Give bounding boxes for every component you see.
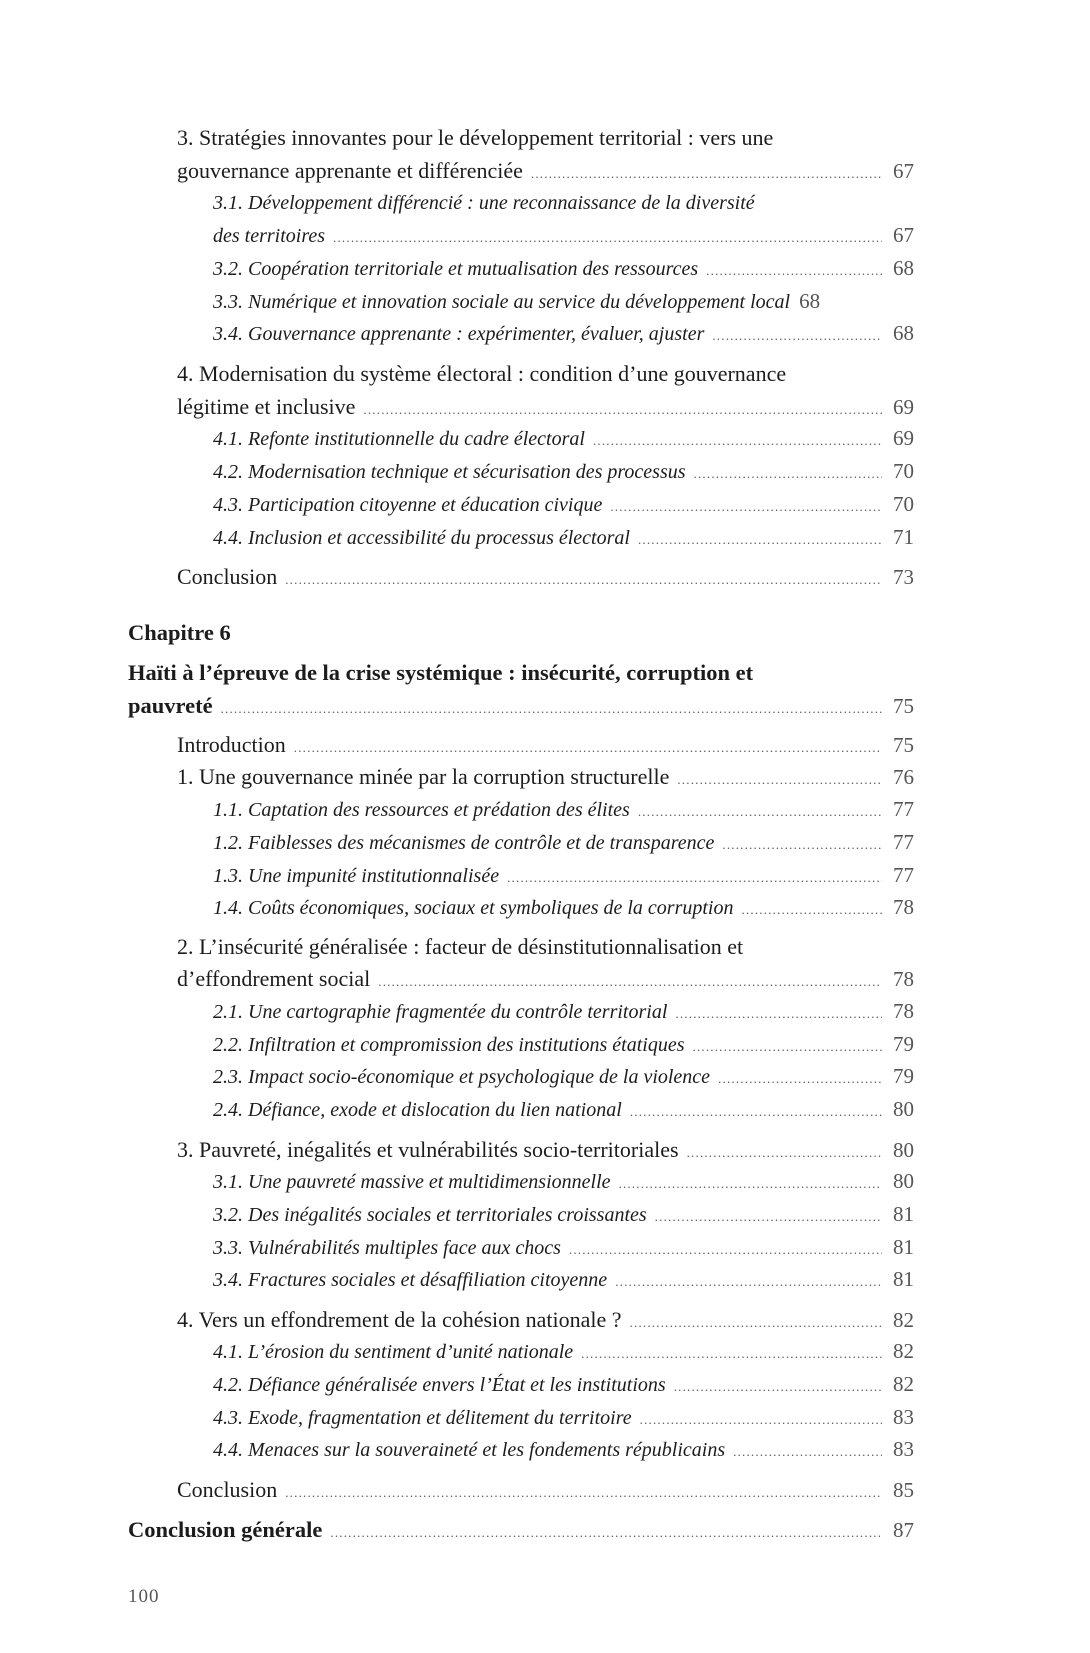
toc-entry-ch6-3-2[interactable] xyxy=(213,1198,914,1233)
toc-entry-label: 4.4. Inclusion et accessibilité du processus électoral xyxy=(213,527,630,549)
leader-dots xyxy=(330,1516,882,1549)
toc-page-number: 70 xyxy=(893,459,914,483)
chapter-title-line1[interactable]: Haïti à l’épreuve de la crise systémique : insécurité, corruption et xyxy=(128,660,754,685)
toc-entry-section-3[interactable] xyxy=(177,154,914,190)
toc-entry-general-conclusion[interactable] xyxy=(128,1513,914,1549)
toc-entry-label: 1. Une gouvernance minée par la corruption structurelle xyxy=(177,764,670,789)
toc-entry-label: 3.4. Gouvernance apprenante : expérimenter, évaluer, ajuster xyxy=(213,323,705,345)
toc-entry-ch6-2-2[interactable] xyxy=(213,1028,914,1063)
leader-dots xyxy=(630,1095,882,1128)
toc-page-number: 71 xyxy=(893,525,914,549)
page-folio-number: 100 xyxy=(128,1586,160,1607)
leader-dots xyxy=(712,319,882,352)
toc-entry-label: 2.4. Défiance, exode et dislocation du lien national xyxy=(213,1099,622,1121)
leader-dots xyxy=(333,221,882,254)
leader-dots xyxy=(638,795,882,828)
toc-entry-label: 3.4. Fractures sociales et désaffiliation citoyenne xyxy=(213,1269,608,1291)
toc-entry-ch6-1-4[interactable] xyxy=(213,891,914,926)
toc-entry-label: 4.2. Modernisation technique et sécurisation des processus xyxy=(213,461,686,483)
toc-entry-ch6-3-3[interactable] xyxy=(213,1231,914,1266)
toc-entry-label: 4.2. Défiance généralisée envers l’État et les institutions xyxy=(213,1374,666,1396)
toc-entry-section-4[interactable] xyxy=(177,390,914,426)
toc-entry-chapter6-conclusion[interactable] xyxy=(177,1473,914,1509)
toc-entry-4-3[interactable] xyxy=(213,488,914,523)
toc-entry-label: 3.2. Coopération territoriale et mutualisation des ressources xyxy=(213,258,699,280)
toc-page-number: 69 xyxy=(893,395,914,419)
toc-entry-label: Conclusion générale xyxy=(128,1517,323,1542)
leader-dots xyxy=(378,965,882,998)
toc-entry-ch6-4-4[interactable] xyxy=(213,1433,914,1468)
toc-entry-label: 1.3. Une impunité institutionnalisée xyxy=(213,865,500,887)
toc-entry-label: 3. Pauvreté, inégalités et vulnérabilités socio-territoriales xyxy=(177,1137,679,1162)
toc-page-number: 87 xyxy=(893,1518,914,1542)
toc-page-number: 78 xyxy=(893,967,914,991)
leader-dots xyxy=(677,763,882,796)
toc-entry-label: 4.3. Participation citoyenne et éducation civique xyxy=(213,494,603,516)
leader-dots xyxy=(706,254,882,287)
toc-entry-4-2[interactable] xyxy=(213,455,914,490)
toc-page-number: 76 xyxy=(893,765,914,789)
toc-page-number: 77 xyxy=(893,863,914,887)
toc-entry-ch6-section-3[interactable] xyxy=(177,1133,914,1169)
toc-entry-label: gouvernance apprenante et différenciée xyxy=(177,158,523,183)
toc-entry-ch6-4-3[interactable] xyxy=(213,1401,914,1436)
leader-dots xyxy=(615,1265,882,1298)
toc-page-number: 81 xyxy=(893,1235,914,1259)
toc-entry-label: 1.1. Captation des ressources et prédation des élites xyxy=(213,799,630,821)
leader-dots xyxy=(507,861,882,894)
toc-entry-label: 4.1. Refonte institutionnelle du cadre électoral xyxy=(213,428,585,450)
leader-dots xyxy=(694,457,882,490)
toc-entry-3-1[interactable] xyxy=(213,219,914,254)
toc-entry-label: Conclusion xyxy=(177,1477,278,1502)
toc-entry-label: 4.4. Menaces sur la souveraineté et les fondements républicains xyxy=(213,1439,726,1461)
toc-entry-3-4[interactable] xyxy=(213,317,914,352)
leader-dots xyxy=(733,1435,882,1468)
toc-entry-ch6-1-1[interactable] xyxy=(213,793,914,828)
toc-page-number: 78 xyxy=(893,895,914,919)
toc-entry-label: 2.2. Infiltration et compromission des institutions étatiques xyxy=(213,1034,685,1056)
toc-entry-ch6-section-1[interactable] xyxy=(177,760,914,796)
toc-entry-label: légitime et inclusive xyxy=(177,394,356,419)
toc-entry-chapter5-conclusion[interactable] xyxy=(177,560,914,596)
toc-entry-label: 3.1. Une pauvreté massive et multidimensionnelle xyxy=(213,1171,611,1193)
toc-page-number: 70 xyxy=(893,492,914,516)
toc-entry-label: 1.4. Coûts économiques, sociaux et symboliques de la corruption xyxy=(213,897,734,919)
leader-dots xyxy=(655,1200,882,1233)
toc-page-number: 82 xyxy=(893,1308,914,1332)
leader-dots xyxy=(581,1337,882,1370)
toc-entry-ch6-section-4[interactable] xyxy=(177,1303,914,1339)
chapter-heading: Chapitre 6 xyxy=(128,620,231,645)
leader-dots xyxy=(675,997,882,1030)
leader-dots xyxy=(619,1167,883,1200)
toc-entry-label: Conclusion xyxy=(177,564,278,589)
toc-entry-label: d’effondrement social xyxy=(177,966,371,991)
leader-dots xyxy=(638,523,882,556)
toc-page-number: 75 xyxy=(893,694,914,718)
leader-dots xyxy=(221,692,882,725)
leader-dots xyxy=(718,1062,882,1095)
toc-page-number: 77 xyxy=(893,830,914,854)
toc-page-number: 73 xyxy=(893,565,914,589)
toc-entry-section-3-line1[interactable]: 3. Stratégies innovantes pour le développement territorial : vers une xyxy=(177,125,774,150)
toc-entry-label: 4.1. L’érosion du sentiment d’unité nationale xyxy=(213,1341,574,1363)
toc-entry-ch6-4-1[interactable] xyxy=(213,1335,914,1370)
toc-entry-3-3[interactable] xyxy=(213,285,914,319)
toc-entry-label: 4.3. Exode, fragmentation et délitement du territoire xyxy=(213,1407,632,1429)
toc-page-number: 75 xyxy=(893,733,914,757)
toc-entry-ch6-1-3[interactable] xyxy=(213,859,914,894)
toc-page-number: 82 xyxy=(893,1339,914,1363)
toc-entry-label: des territoires xyxy=(213,225,326,247)
leader-dots xyxy=(674,1370,882,1403)
toc-entry-label: 3.2. Des inégalités sociales et territoriales croissantes xyxy=(213,1204,647,1226)
leader-dots xyxy=(610,490,882,523)
toc-page-number: 85 xyxy=(893,1478,914,1502)
toc-page-number: 68 xyxy=(799,289,821,313)
toc-page-number: 77 xyxy=(893,797,914,821)
toc-entry-ch6-2-1[interactable] xyxy=(213,995,914,1030)
toc-page-number: 67 xyxy=(893,223,914,247)
toc-page-number: 83 xyxy=(893,1437,914,1461)
toc-page-number: 81 xyxy=(893,1267,914,1291)
leader-dots xyxy=(569,1233,882,1266)
toc-entry-label: 1.2. Faiblesses des mécanismes de contrôle et de transparence xyxy=(213,832,715,854)
toc-entry-ch6-3-1[interactable] xyxy=(213,1165,914,1200)
toc-entry-ch6-section-2[interactable] xyxy=(177,962,914,998)
toc-entry-label: pauvreté xyxy=(128,693,213,718)
toc-entry-ch6-1-2[interactable] xyxy=(213,826,914,861)
toc-page-number: 68 xyxy=(893,256,914,280)
toc-entry-ch6-2-3[interactable] xyxy=(213,1060,914,1095)
toc-page-number: 79 xyxy=(893,1032,914,1056)
toc-entry-ch6-2-4[interactable] xyxy=(213,1093,914,1128)
toc-page-number: 69 xyxy=(893,426,914,450)
toc-entry-label: Introduction xyxy=(177,732,286,757)
toc-page-number: 80 xyxy=(893,1097,914,1121)
leader-dots xyxy=(593,424,882,457)
leader-dots xyxy=(640,1403,882,1436)
leader-dots xyxy=(285,563,882,596)
toc-entry-4-4[interactable] xyxy=(213,521,914,556)
toc-page-number: 80 xyxy=(893,1138,914,1162)
leader-dots xyxy=(692,1030,882,1063)
toc-entry-label: 3.3. Vulnérabilités multiples face aux chocs xyxy=(213,1237,561,1259)
toc-page-number: 81 xyxy=(893,1202,914,1226)
toc-page-number: 68 xyxy=(893,321,914,345)
toc-entry-3-2[interactable] xyxy=(213,252,914,287)
toc-page-number: 79 xyxy=(893,1064,914,1088)
leader-dots xyxy=(531,157,882,190)
toc-page-number: 82 xyxy=(893,1372,914,1396)
toc-page-number: 83 xyxy=(893,1405,914,1429)
toc-entry-label: 2.3. Impact socio-économique et psychologique de la violence xyxy=(213,1066,711,1088)
toc-entry-label: 2.1. Une cartographie fragmentée du contrôle territorial xyxy=(213,1001,668,1023)
toc-entry-introduction[interactable] xyxy=(177,728,914,764)
toc-entry-label: 4. Vers un effondrement de la cohésion nationale ? xyxy=(177,1307,622,1332)
toc-entry-4-1[interactable] xyxy=(213,422,914,457)
leader-dots xyxy=(722,828,882,861)
toc-entry-label: 3.3. Numérique et innovation sociale au service du développement local xyxy=(213,291,791,313)
toc-page-number: 67 xyxy=(893,159,914,183)
toc-entry-ch6-section-2-line1[interactable]: 2. L’insécurité généralisée : facteur de désinstitutionnalisation et xyxy=(177,934,744,959)
toc-entry-chapter6[interactable] xyxy=(128,689,914,725)
toc-entry-ch6-3-4[interactable] xyxy=(213,1263,914,1298)
leader-dots xyxy=(742,893,883,926)
toc-entry-section-4-line1[interactable]: 4. Modernisation du système électoral : condition d’une gouvernance xyxy=(177,361,787,386)
toc-entry-3-1-line1[interactable]: 3.1. Développement différencié : une reconnaissance de la diversité xyxy=(213,192,755,214)
toc-page-number: 78 xyxy=(893,999,914,1023)
toc-entry-ch6-4-2[interactable] xyxy=(213,1368,914,1403)
toc-page-number: 80 xyxy=(893,1169,914,1193)
leader-dots xyxy=(285,1476,882,1509)
